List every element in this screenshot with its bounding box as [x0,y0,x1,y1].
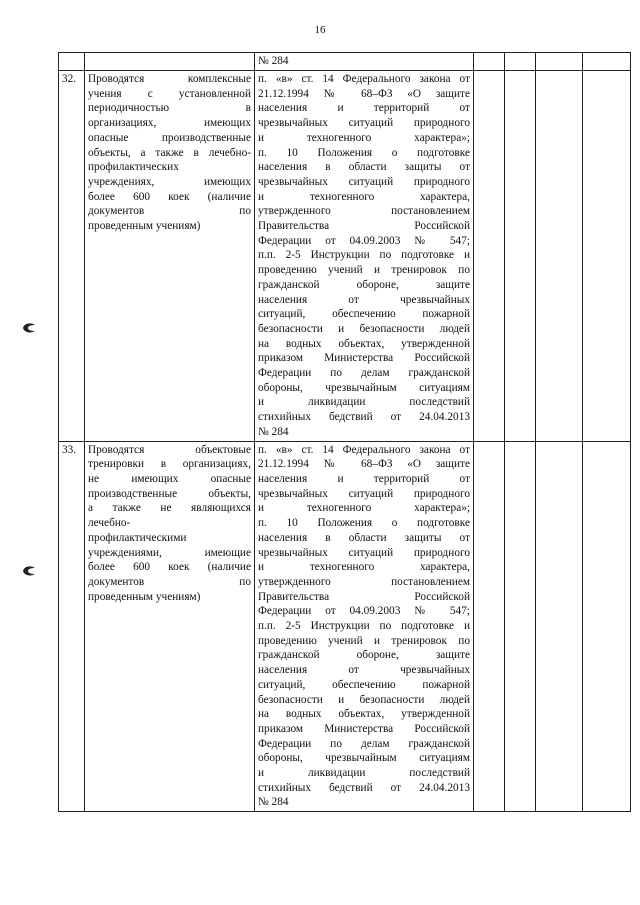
legal-reference-cell [255,441,474,812]
answer-cell [536,71,583,442]
question-line: Проводятся комплексные [88,73,251,85]
question-line: организациях, имеющих [88,117,251,130]
question-line: опасные производственные [88,131,251,144]
question-line: Проводятся объектовые [88,443,251,456]
answer-cell [474,53,505,71]
binding-hole-mark [22,565,36,577]
ref-line: населения и территорий от [258,472,470,485]
ref-line: п. «в» ст. 14 Федерального закона от [258,73,470,85]
ref-line: Правительства Российской [258,590,470,603]
legal-reference-cell [255,71,474,442]
ref-line: чрезвычайных ситуаций природного [258,175,470,188]
question-line: производственные объекты, [88,487,251,500]
question-line: учреждениях, имеющих [88,175,251,188]
ref-line: ситуаций, обеспечению пожарной [258,308,470,321]
ref-line: на водных объектах, утвержденной [258,337,470,350]
ref-line: гражданской обороне, защите [258,278,470,291]
ref-line: п.п. 2-5 Инструкции по подготовке и [258,249,470,262]
ref-line: чрезвычайных ситуаций природного [258,487,470,500]
ref-line: № 284 [258,796,289,809]
ref-line: п. 10 Положения о подготовке [258,146,470,159]
ref-line: проведению учений и тренировок по [258,264,470,277]
ref-line: Правительства Российской [258,220,470,233]
ref-line: Федерации от 04.09.2003 № 547; [258,234,470,247]
ref-line: № 284 [258,425,289,438]
ref-line: утвержденного постановлением [258,205,470,218]
question-line: более 600 коек (наличие [88,190,251,203]
ref-line: п. 10 Положения о подготовке [258,517,470,530]
ref-line: № 284 [258,55,289,67]
answer-cell [536,441,583,812]
question-line: а также не являющихся [88,502,251,515]
answer-cell [583,71,631,442]
answer-cell [474,441,505,812]
ref-line: населения от чрезвычайных [258,293,470,306]
question-line: проведенным учениям) [88,220,201,233]
answer-cell [583,441,631,812]
ref-line: и техногенного характера»; [258,502,470,515]
ref-line: и ликвидации последствий [258,767,470,780]
row-number: 33. [59,441,85,812]
answer-cell [505,441,536,812]
question-line: объекты, а также в лечебно- [88,146,251,159]
binding-hole-mark [22,322,36,334]
question-cell [85,441,255,812]
ref-line: населения от чрезвычайных [258,664,470,677]
page-number: 16 [314,24,326,36]
checklist-table [58,52,631,812]
ref-line: приказом Министерства Российской [258,352,470,365]
question-line: документов по [88,575,251,588]
table-cell [85,53,255,71]
answer-cell [474,71,505,442]
ref-line: 21.12.1994 № 68–ФЗ «О защите [258,87,470,100]
question-line: тренировки в организациях, [88,458,251,471]
answer-cell [536,53,583,71]
ref-line: утвержденного постановлением [258,575,470,588]
ref-line: Федерации по делам гражданской [258,367,470,380]
answer-cell [583,53,631,71]
answer-cell [505,53,536,71]
ref-line: п. «в» ст. 14 Федерального закона от [258,443,470,456]
table-row [59,441,631,812]
ref-line: проведению учений и тренировок по [258,634,470,647]
question-line: более 600 коек (наличие [88,561,251,574]
ref-line: населения и территорий от [258,102,470,115]
ref-line: и техногенного характера»; [258,131,470,144]
ref-line: на водных объектах, утвержденной [258,708,470,721]
ref-line: чрезвычайных ситуаций природного [258,117,470,130]
ref-line: обороны, чрезвычайным ситуациям [258,752,470,765]
ref-line: безопасности и безопасности людей [258,693,470,706]
question-line: профилактическими [88,531,187,544]
table-row [59,53,631,71]
ref-line: безопасности и безопасности людей [258,322,470,335]
table-row [59,71,631,442]
ref-line: стихийных бедствий от 24.04.2013 [258,411,470,424]
question-line: учреждениями, имеющие [88,546,251,559]
question-line: периодичностью в [88,102,251,115]
question-line: не имеющих опасные [88,472,251,485]
ref-line: и техногенного характера, [258,190,470,203]
ref-line: Федерации от 04.09.2003 № 547; [258,605,470,618]
ref-line: ситуаций, обеспечению пожарной [258,678,470,691]
ref-line: приказом Министерства Российской [258,722,470,735]
table-cell [59,53,85,71]
ref-line: Федерации по делам гражданской [258,737,470,750]
ref-line: и ликвидации последствий [258,396,470,409]
ref-line: п.п. 2-5 Инструкции по подготовке и [258,620,470,633]
question-line: лечебно- [88,517,131,530]
question-cell [85,71,255,442]
question-line: проведенным учениям) [88,590,201,603]
answer-cell [505,71,536,442]
ref-line: обороны, чрезвычайным ситуациям [258,381,470,394]
question-line: профилактических [88,161,179,174]
ref-line: стихийных бедствий от 24.04.2013 [258,781,470,794]
legal-reference-cell [255,53,474,71]
row-number: 32. [59,71,85,442]
ref-line: чрезвычайных ситуаций природного [258,546,470,559]
ref-line: 21.12.1994 № 68–ФЗ «О защите [258,458,470,471]
ref-line: и техногенного характера, [258,561,470,574]
ref-line: населения в области защиты от [258,161,470,174]
ref-line: населения в области защиты от [258,531,470,544]
ref-line: гражданской обороне, защите [258,649,470,662]
question-line: документов по [88,205,251,218]
question-line: учения с установленной [88,87,251,100]
